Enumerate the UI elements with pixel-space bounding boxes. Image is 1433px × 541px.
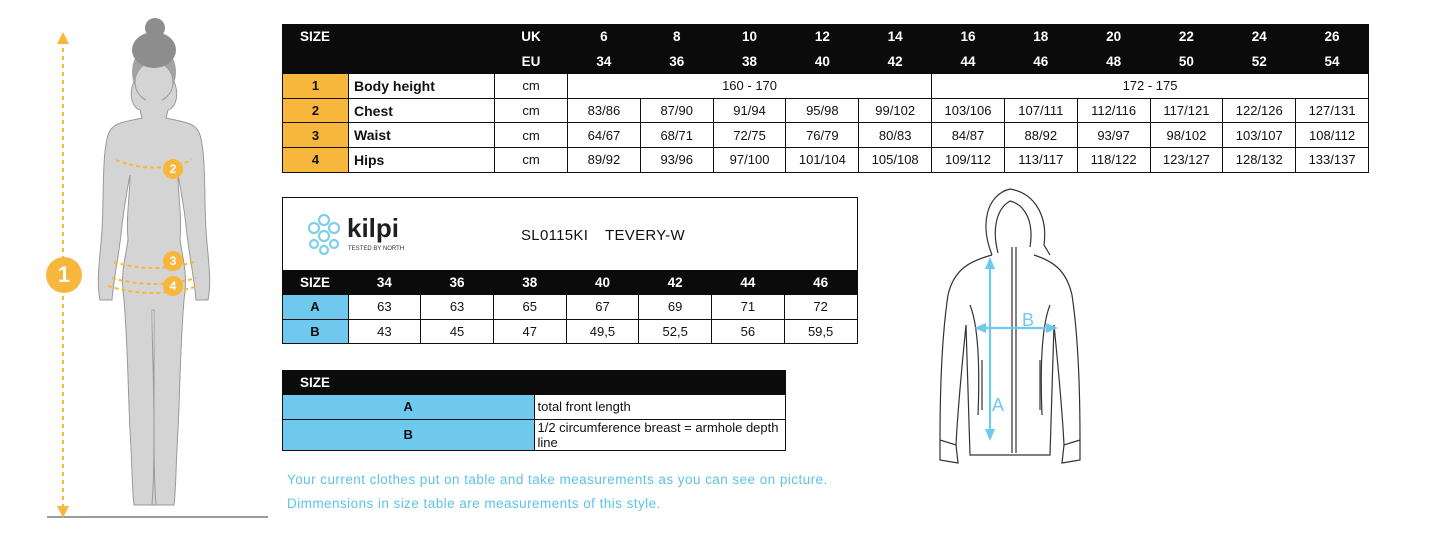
cell: 112/116 [1077, 98, 1150, 123]
cell: 84/87 [932, 123, 1005, 148]
garment-size-header-row [282, 271, 857, 295]
eu-label: EU [495, 49, 568, 74]
cell: 127/131 [1296, 98, 1369, 123]
legend-header-row [283, 371, 786, 395]
cell: 113/117 [1004, 147, 1077, 172]
cell: 122/126 [1223, 98, 1296, 123]
cell: 95/98 [786, 98, 859, 123]
cell: 93/97 [1077, 123, 1150, 148]
cell: 109/112 [932, 147, 1005, 172]
row-number: 3 [283, 123, 349, 148]
marker-2-icon: 2 [163, 159, 183, 179]
cell: 76/79 [786, 123, 859, 148]
hips-row [283, 147, 1369, 172]
cell: 43 [348, 319, 421, 343]
unit: cm [495, 98, 568, 123]
jacket-label-b: B [1022, 310, 1035, 330]
cell: 64/67 [568, 123, 641, 148]
brand-tagline: TESTED BY NORTH [348, 246, 405, 252]
eu-size: 48 [1077, 49, 1150, 74]
measurement-legend-table [282, 370, 786, 451]
instruction-note: Dimmensions in size table are measurements of this style. [287, 496, 661, 511]
jacket-measurement-icon [930, 185, 1090, 470]
cell: 128/132 [1223, 147, 1296, 172]
height-range: 172 - 175 [932, 74, 1369, 99]
kilpi-logo-icon [300, 206, 430, 262]
uk-size: 10 [713, 25, 786, 50]
uk-size: 24 [1223, 25, 1296, 50]
eu-size: 42 [859, 49, 932, 74]
size-header: SIZE [283, 371, 786, 395]
garment-header [283, 198, 857, 271]
cell: 105/108 [859, 147, 932, 172]
row-number: 2 [283, 98, 349, 123]
cell: 69 [639, 295, 712, 319]
uk-size: 22 [1150, 25, 1223, 50]
eu-size: 50 [1150, 49, 1223, 74]
row-letter: A [282, 295, 348, 319]
cell: 63 [348, 295, 421, 319]
eu-size: 34 [568, 49, 641, 74]
eu-size: 38 [713, 49, 786, 74]
garment-measure-table [282, 270, 858, 344]
size-col: 34 [348, 271, 421, 295]
garment-row-b [282, 319, 857, 343]
measure-name: Body height [349, 74, 495, 99]
cell: 47 [493, 319, 566, 343]
eu-size: 36 [640, 49, 713, 74]
waist-row [283, 123, 1369, 148]
legend-row-b [283, 419, 786, 450]
size-header: SIZE [282, 271, 348, 295]
uk-size: 8 [640, 25, 713, 50]
cell: 93/96 [640, 147, 713, 172]
height-range: 160 - 170 [568, 74, 932, 99]
cell: 72/75 [713, 123, 786, 148]
row-letter: B [283, 419, 535, 450]
cell: 72 [784, 295, 857, 319]
unit: cm [495, 74, 568, 99]
cell: 67 [566, 295, 639, 319]
uk-size: 18 [1004, 25, 1077, 50]
cell: 68/71 [640, 123, 713, 148]
marker-1-icon: 1 [46, 257, 82, 293]
cell: 59,5 [784, 319, 857, 343]
row-letter: B [282, 319, 348, 343]
cell: 89/92 [568, 147, 641, 172]
garment-row-a [282, 295, 857, 319]
uk-size: 14 [859, 25, 932, 50]
uk-size: 6 [568, 25, 641, 50]
brand-name: kilpi [347, 213, 400, 243]
uk-size: 26 [1296, 25, 1369, 50]
unit: cm [495, 123, 568, 148]
eu-size: 40 [786, 49, 859, 74]
cell: 49,5 [566, 319, 639, 343]
size-col: 40 [566, 271, 639, 295]
cell: 65 [493, 295, 566, 319]
row-letter: A [283, 395, 535, 419]
measure-name: Hips [349, 147, 495, 172]
cell: 97/100 [713, 147, 786, 172]
uk-size: 20 [1077, 25, 1150, 50]
size-col: 38 [493, 271, 566, 295]
size-header-blank [283, 49, 495, 74]
cell: 91/94 [713, 98, 786, 123]
cell: 99/102 [859, 98, 932, 123]
cell: 107/111 [1004, 98, 1077, 123]
row-number: 1 [283, 74, 349, 99]
legend-row-a [283, 395, 786, 419]
size-col: 44 [712, 271, 785, 295]
instruction-note: Your current clothes put on table and take measurements as you can see on picture. [287, 472, 828, 487]
size-col: 46 [784, 271, 857, 295]
cell: 133/137 [1296, 147, 1369, 172]
legend-description: 1/2 circumference breast = armhole depth line [534, 419, 786, 450]
cell: 56 [712, 319, 785, 343]
cell: 103/106 [932, 98, 1005, 123]
uk-label: UK [495, 25, 568, 50]
cell: 71 [712, 295, 785, 319]
body-size-table [282, 24, 1369, 173]
cell: 87/90 [640, 98, 713, 123]
product-code: SL0115KI [521, 227, 589, 244]
cell: 83/86 [568, 98, 641, 123]
marker-3-icon: 3 [163, 251, 183, 271]
cell: 117/121 [1150, 98, 1223, 123]
cell: 63 [421, 295, 494, 319]
cell: 108/112 [1296, 123, 1369, 148]
cell: 118/122 [1077, 147, 1150, 172]
size-header: SIZE [283, 25, 495, 50]
eu-size: 52 [1223, 49, 1296, 74]
eu-size-row [283, 49, 1369, 74]
cell: 45 [421, 319, 494, 343]
eu-size: 46 [1004, 49, 1077, 74]
size-col: 36 [421, 271, 494, 295]
garment-size-panel [282, 197, 858, 344]
body-height-row [283, 74, 1369, 99]
cell: 103/107 [1223, 123, 1296, 148]
cell: 52,5 [639, 319, 712, 343]
jacket-label-a: A [992, 395, 1005, 415]
row-number: 4 [283, 147, 349, 172]
cell: 123/127 [1150, 147, 1223, 172]
measure-name: Waist [349, 123, 495, 148]
legend-description: total front length [534, 395, 786, 419]
unit: cm [495, 147, 568, 172]
cell: 80/83 [859, 123, 932, 148]
cell: 101/104 [786, 147, 859, 172]
cell: 98/102 [1150, 123, 1223, 148]
chest-row [283, 98, 1369, 123]
size-col: 42 [639, 271, 712, 295]
product-name: TEVERY-W [605, 227, 685, 244]
eu-size: 44 [932, 49, 1005, 74]
marker-4-icon: 4 [163, 276, 183, 296]
eu-size: 54 [1296, 49, 1369, 74]
measure-name: Chest [349, 98, 495, 123]
cell: 88/92 [1004, 123, 1077, 148]
uk-size: 12 [786, 25, 859, 50]
uk-size: 16 [932, 25, 1005, 50]
uk-size-row [283, 25, 1369, 50]
